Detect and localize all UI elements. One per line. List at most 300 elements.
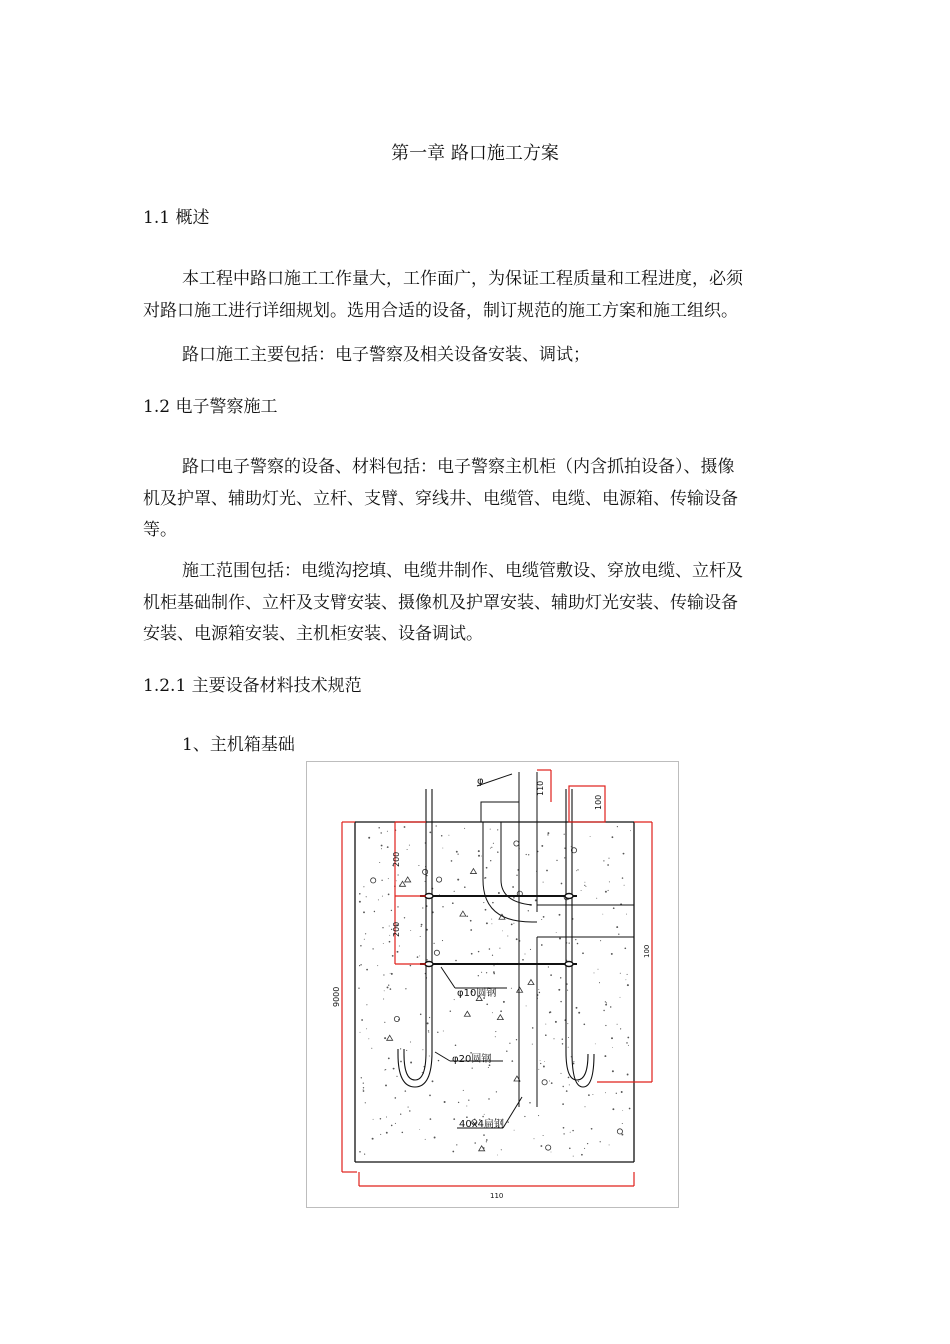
speckle <box>361 1077 362 1078</box>
speckle <box>384 990 385 991</box>
speckle <box>365 1102 366 1103</box>
speckle <box>564 848 565 849</box>
paragraph-4-line-1: 施工范围包括：电缆沟挖填、电缆井制作、电缆管敷设、穿放电缆、立杆及 <box>182 561 743 581</box>
speckle <box>419 955 420 956</box>
speckle <box>409 1110 410 1111</box>
speckle <box>405 988 406 989</box>
speckle <box>360 945 362 947</box>
speckle <box>396 880 397 881</box>
speckle <box>383 974 384 975</box>
speckle <box>551 1082 553 1084</box>
speckle <box>578 1081 579 1082</box>
speckle <box>381 845 383 847</box>
speckle <box>443 1031 444 1032</box>
speckle <box>422 1049 423 1050</box>
speckle <box>382 896 383 897</box>
speckle <box>486 867 488 869</box>
speckle <box>388 894 390 896</box>
speckle <box>391 910 392 911</box>
dim-height: 9000 <box>332 986 341 1007</box>
speckle <box>538 1115 539 1116</box>
paragraph-3-line-3: 等。 <box>143 520 177 540</box>
speckle <box>420 1014 422 1016</box>
speckle <box>513 897 515 899</box>
speckle <box>581 1154 583 1156</box>
speckle <box>429 1017 430 1018</box>
dim-top-pipe: 110 <box>536 780 545 796</box>
speckle <box>484 1114 485 1115</box>
speckle <box>391 1125 393 1127</box>
speckle <box>559 914 561 916</box>
speckle <box>569 1148 571 1150</box>
speckle <box>575 939 576 940</box>
speckle <box>628 1045 629 1046</box>
speckle <box>622 1123 623 1124</box>
speckle <box>548 966 549 967</box>
speckle <box>404 917 405 918</box>
speckle <box>428 1032 429 1033</box>
speckle <box>387 986 389 988</box>
speckle <box>591 1128 593 1130</box>
speckle <box>541 845 543 847</box>
speckle <box>442 848 443 849</box>
speckle <box>359 901 361 903</box>
speckle <box>560 977 561 978</box>
cabinet-stub <box>481 802 519 822</box>
speckle <box>429 1095 431 1097</box>
speckle <box>540 1063 541 1064</box>
speckle <box>602 914 603 915</box>
speckle <box>627 1074 629 1076</box>
speckle <box>402 1132 404 1134</box>
aggregate-triangle <box>387 1035 393 1040</box>
aggregate-circle <box>371 878 376 883</box>
speckle <box>617 826 618 827</box>
speckle <box>511 988 512 989</box>
speckle <box>553 1038 554 1039</box>
speckle <box>453 1118 455 1120</box>
speckle <box>380 1134 381 1135</box>
aggregate-triangle <box>470 869 476 874</box>
speckle <box>577 869 578 870</box>
speckle <box>516 875 517 876</box>
speckle <box>399 945 400 946</box>
speckle <box>592 1094 593 1095</box>
speckle <box>451 860 453 862</box>
speckle <box>382 927 383 928</box>
speckle <box>556 860 557 861</box>
speckle <box>489 948 491 950</box>
speckle <box>610 1006 611 1007</box>
speckle <box>380 1118 382 1120</box>
speckle <box>444 1101 446 1103</box>
speckle <box>543 882 544 883</box>
speckle <box>405 1090 406 1091</box>
speckle <box>363 886 364 887</box>
speckle <box>503 1001 505 1003</box>
speckle <box>482 1116 484 1118</box>
speckle <box>540 1145 542 1147</box>
speckle <box>359 1151 361 1153</box>
speckle <box>478 850 480 852</box>
speckle <box>568 1047 569 1048</box>
speckle <box>556 932 557 933</box>
speckle <box>563 1133 564 1134</box>
speckle <box>493 965 494 966</box>
aggregate-triangle <box>405 877 411 882</box>
speckle <box>387 831 388 832</box>
speckle <box>386 1132 388 1134</box>
speckle <box>417 956 419 958</box>
speckle <box>566 1090 568 1092</box>
speckle <box>387 846 389 848</box>
speckle <box>560 1073 561 1074</box>
speckle <box>612 1108 614 1110</box>
speckle <box>528 854 529 855</box>
speckle <box>486 1003 488 1005</box>
speckle <box>467 915 469 917</box>
speckle <box>555 1021 557 1023</box>
speckle <box>562 1043 563 1044</box>
speckle <box>526 1005 527 1006</box>
aggregate-triangle <box>497 1015 503 1020</box>
speckle <box>612 1047 613 1048</box>
speckle <box>541 944 543 946</box>
speckle <box>452 1151 454 1153</box>
speckle <box>623 853 625 855</box>
speckle <box>400 1061 402 1063</box>
speckle <box>625 979 626 980</box>
host-cabinet-foundation-drawing <box>306 761 679 1208</box>
speckle <box>491 847 492 848</box>
speckle <box>421 924 423 926</box>
speckle <box>466 1106 467 1107</box>
speckle <box>385 1084 387 1086</box>
speckle <box>358 988 359 989</box>
speckle <box>604 1055 606 1057</box>
speckle <box>481 972 482 973</box>
speckle <box>497 829 498 830</box>
speckle <box>454 999 455 1000</box>
speckle <box>454 891 455 892</box>
tie-rebars <box>420 896 577 964</box>
speckle <box>563 1127 565 1129</box>
speckle <box>478 951 479 952</box>
speckle <box>543 1135 544 1136</box>
speckle <box>378 899 379 900</box>
label-phi-top: φ <box>477 776 484 787</box>
speckle <box>562 1103 564 1105</box>
speckle <box>608 858 609 859</box>
speckle <box>495 1031 496 1032</box>
speckle <box>572 1130 573 1131</box>
speckle <box>529 1102 531 1104</box>
speckle <box>368 1038 369 1039</box>
speckle <box>506 1050 507 1051</box>
speckle <box>392 955 394 957</box>
speckle <box>371 1048 372 1049</box>
speckle <box>620 1028 621 1029</box>
speckle <box>410 1041 411 1042</box>
speckle <box>528 910 529 911</box>
speckle <box>599 982 600 983</box>
speckle <box>388 878 389 879</box>
speckle <box>434 1137 436 1139</box>
dim-left-upper: 200 <box>392 851 401 867</box>
speckle <box>547 832 549 834</box>
section-heading-1-1: 1.1 概述 <box>143 208 210 228</box>
speckle <box>430 1118 432 1120</box>
speckle <box>568 1077 570 1079</box>
speckle <box>590 836 591 837</box>
speckle <box>624 885 625 886</box>
speckle <box>621 1091 623 1093</box>
speckle <box>558 989 560 991</box>
speckle <box>422 1072 423 1073</box>
speckle <box>611 953 613 955</box>
speckle <box>377 965 378 966</box>
speckle <box>390 988 392 990</box>
speckle <box>366 896 367 897</box>
speckle <box>389 926 390 927</box>
speckle <box>530 949 531 950</box>
speckle <box>455 960 457 962</box>
speckle <box>492 955 493 956</box>
speckle <box>626 1042 628 1044</box>
speckle <box>359 965 360 966</box>
speckle <box>383 998 384 999</box>
dim-bottom: 110 <box>490 1192 504 1200</box>
speckle <box>478 855 480 857</box>
speckle <box>389 941 391 943</box>
speckle <box>434 943 435 944</box>
speckle <box>410 930 411 931</box>
speckle <box>584 885 585 886</box>
speckle <box>573 1156 574 1157</box>
speckle <box>490 829 491 830</box>
aggregate-circle <box>437 877 442 882</box>
speckle <box>526 854 527 855</box>
paragraph-2: 路口施工主要包括：电子警察及相关设备安装、调试； <box>182 345 590 365</box>
speckle <box>605 1004 607 1006</box>
speckle <box>618 934 619 935</box>
speckle <box>561 883 563 885</box>
speckle <box>373 1119 374 1120</box>
speckle <box>483 1134 485 1136</box>
speckle <box>365 933 366 934</box>
list-item-1: 1、主机箱基础 <box>182 735 295 755</box>
speckle <box>437 1032 438 1033</box>
speckle <box>488 1098 489 1099</box>
speckle <box>472 1067 473 1068</box>
speckle <box>490 848 491 849</box>
speckle <box>400 1114 401 1115</box>
speckle <box>474 1142 476 1144</box>
speckle <box>400 1048 401 1049</box>
speckle <box>516 1039 517 1040</box>
speckle <box>594 972 595 973</box>
speckle <box>456 851 458 853</box>
speckle <box>541 919 542 920</box>
speckle <box>627 1037 629 1039</box>
section-heading-1-2-1: 1.2.1 主要设备材料技术规范 <box>143 676 362 696</box>
speckle <box>421 926 422 927</box>
speckle <box>491 919 492 920</box>
speckle <box>571 846 572 847</box>
speckle <box>513 923 514 924</box>
speckle <box>596 898 597 899</box>
speckle <box>407 849 408 850</box>
speckle <box>609 881 610 882</box>
speckle <box>630 830 631 831</box>
speckle <box>481 856 482 857</box>
speckle <box>584 882 585 883</box>
speckle <box>611 1037 613 1039</box>
speckle <box>420 936 421 937</box>
speckle <box>426 959 427 960</box>
speckle <box>427 1022 429 1024</box>
speckle <box>501 1149 502 1150</box>
speckle <box>419 1129 420 1130</box>
aggregate-circle <box>617 1129 622 1134</box>
speckle <box>464 828 465 829</box>
speckle <box>363 1082 364 1083</box>
speckle <box>372 948 373 949</box>
aggregate-triangle <box>464 1011 470 1016</box>
anchor-bolt-left <box>398 789 432 1087</box>
speckle <box>582 952 584 954</box>
speckle <box>425 881 426 882</box>
speckle <box>603 1010 604 1011</box>
section-heading-1-2: 1.2 电子警察施工 <box>143 397 278 417</box>
speckle <box>624 947 626 949</box>
speckle <box>629 1108 631 1110</box>
aggregate-circle <box>514 841 519 846</box>
speckle <box>622 877 623 878</box>
aggregate-circle <box>546 1145 551 1150</box>
speckle <box>522 959 524 961</box>
speckle <box>577 943 579 945</box>
aggregate-circle <box>542 1080 547 1085</box>
speckle <box>608 890 609 891</box>
speckle <box>498 892 500 894</box>
speckle <box>404 826 406 828</box>
speckle <box>406 1050 407 1051</box>
speckle <box>429 1056 430 1057</box>
speckle <box>600 1141 601 1142</box>
speckle <box>621 1134 623 1136</box>
speckle <box>545 1034 547 1036</box>
speckle <box>361 1019 363 1021</box>
speckle <box>507 936 508 937</box>
speckle <box>563 1086 564 1087</box>
speckle <box>616 926 618 928</box>
speckle <box>410 1062 412 1064</box>
speckle <box>573 1061 574 1062</box>
speckle <box>493 971 495 973</box>
speckle <box>439 894 440 895</box>
aggregate-triangle <box>528 980 534 985</box>
speckle <box>486 1139 488 1141</box>
speckle <box>612 1070 614 1072</box>
speckle <box>470 929 472 931</box>
speckle <box>598 969 599 970</box>
speckle <box>532 1027 534 1029</box>
chapter-title: 第一章 路口施工方案 <box>391 143 559 164</box>
speckle <box>559 938 561 940</box>
speckle <box>626 914 627 915</box>
speckle <box>525 954 526 955</box>
speckle <box>395 1123 396 1124</box>
speckle <box>551 1152 552 1153</box>
speckle <box>366 1028 367 1029</box>
speckle <box>605 1001 606 1002</box>
speckle <box>450 1011 451 1012</box>
speckle <box>496 1091 497 1092</box>
speckle <box>509 1043 510 1044</box>
speckle <box>408 1107 409 1108</box>
speckle <box>418 865 419 866</box>
aggregate-triangle <box>460 911 466 916</box>
speckle <box>543 1066 545 1068</box>
speckle <box>457 879 459 881</box>
speckle <box>372 1138 374 1140</box>
speckle <box>567 990 568 991</box>
speckle <box>381 848 382 849</box>
speckle <box>569 1084 570 1085</box>
aggregate-circle <box>434 950 439 955</box>
anchor-bolt-right <box>566 789 594 1087</box>
paragraph-4-line-3: 安装、电源箱安装、主机柜安装、设备调试。 <box>143 624 483 644</box>
speckle <box>538 989 539 990</box>
speckle <box>532 1044 533 1045</box>
speckle <box>448 835 449 836</box>
speckle <box>616 1093 617 1094</box>
speckle <box>458 1102 459 1103</box>
speckle <box>436 825 437 826</box>
speckle <box>493 973 494 974</box>
speckle <box>500 1010 502 1012</box>
speckle <box>516 938 518 940</box>
speckle <box>538 1069 539 1070</box>
speckle <box>368 837 370 839</box>
speckle <box>605 1092 606 1093</box>
speckle <box>535 899 537 901</box>
speckle <box>384 1037 386 1039</box>
speckle <box>545 1024 546 1025</box>
speckle <box>502 930 503 931</box>
speckle <box>607 864 609 866</box>
speckle <box>578 1012 580 1014</box>
speckle <box>512 886 514 888</box>
speckle <box>364 939 365 940</box>
label-flat-steel: 40x4扁钢 <box>459 1119 505 1130</box>
speckle <box>550 974 552 976</box>
speckle <box>613 907 615 909</box>
speckle <box>492 902 494 904</box>
speckle <box>609 1144 610 1145</box>
speckle <box>388 1058 390 1060</box>
speckle <box>612 836 614 838</box>
speckle <box>514 1130 515 1131</box>
speckle <box>511 924 513 926</box>
speckle <box>491 923 492 924</box>
speckle <box>564 834 565 835</box>
speckle <box>428 1030 429 1031</box>
speckle <box>620 997 621 998</box>
speckle <box>584 1148 585 1149</box>
speckle <box>363 1090 365 1092</box>
